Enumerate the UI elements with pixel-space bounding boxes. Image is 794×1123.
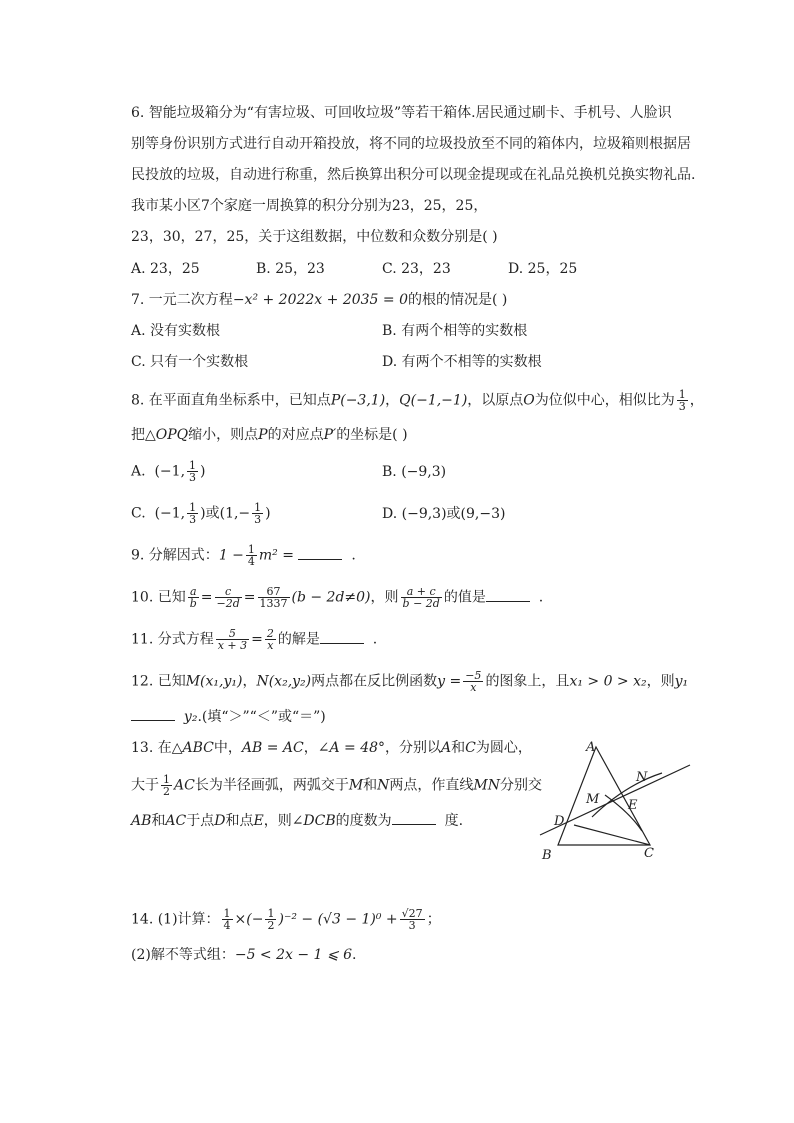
q13-l2-mid2: 两点，作直线 <box>389 777 474 794</box>
q7-equation: −x² + 2022x + 2035 = 0 <box>232 292 409 308</box>
q6-line-3: 民投放的垃圾，自动进行称重，然后换算出积分可以现金提现或在礼品兑换机兑换实物礼品. <box>131 167 696 183</box>
q13-point-m: M <box>348 777 364 794</box>
q9-end: . <box>351 547 356 564</box>
q10-f4-num: a + c <box>401 586 442 598</box>
q12-prefix: 12. 已知 <box>131 673 186 690</box>
q13-l3-suffix: 的度数为 <box>335 813 392 829</box>
q10-eq-2: = <box>243 589 256 606</box>
q8-l2-mid: 缩小，则点 <box>188 427 259 443</box>
q13-segment-ac: AC <box>174 777 195 794</box>
label-m: M <box>586 792 600 807</box>
q8-option-a-num: 1 <box>189 459 197 472</box>
q6-option-d: D. 25，25 <box>508 261 578 277</box>
q7-stem <box>131 290 507 310</box>
q10-f4-den: b − 2d <box>402 597 440 610</box>
segment-dc <box>574 825 650 845</box>
q14-fraction-sqrt27 <box>400 908 425 931</box>
q8-option-d: D. (−9,3)或(9,−3) <box>382 506 506 522</box>
q13-half-fraction <box>161 774 172 797</box>
q8-l2-prefix: 把△ <box>131 427 156 443</box>
q13-answer-blank[interactable] <box>392 810 436 825</box>
q6-line-5: 23，30，27，25，关于这组数据，中位数和众数分别是( ) <box>131 229 498 245</box>
q13-prefix: 13. 在△ <box>131 740 183 756</box>
q8-option-c-num1: 1 <box>189 501 197 514</box>
q12-stem-line-2 <box>131 706 326 727</box>
q12-mid3: ，则 <box>646 673 675 690</box>
q7-option-d: D. 有两个不相等的实数根 <box>382 354 542 370</box>
label-c: C <box>644 846 654 861</box>
q13-end: 为圆心， <box>475 740 532 756</box>
q13-l3-mid: 于点 <box>186 813 215 829</box>
q13-l3-and: 和 <box>151 813 166 829</box>
q14-f2-num: 1 <box>267 907 275 920</box>
q11-answer-blank[interactable] <box>320 629 364 644</box>
q11-stem <box>131 628 377 651</box>
label-d: D <box>554 814 565 829</box>
q14-part-2 <box>131 945 356 965</box>
q13-triangle-abc: ABC <box>182 740 214 756</box>
q9-num: 1 <box>247 543 255 556</box>
q8-l2-mid2: 的对应点 <box>267 427 324 443</box>
q9-fraction <box>246 544 257 567</box>
q8-stem-line-2 <box>131 425 408 445</box>
q13-angle-dcb: ∠DCB <box>291 813 336 829</box>
q7-suffix: 的根的情况是( ) <box>408 292 508 308</box>
q12-f-den: x <box>470 681 477 694</box>
q8-ratio-fraction <box>677 389 688 412</box>
q8-ratio-den: 3 <box>678 400 686 413</box>
q8-option-b: B. (−9,3) <box>382 464 447 480</box>
q8-option-a: A. (−1, $\frac{1}{3}$ ) <box>131 459 206 484</box>
q10-condition: (b − 2d≠0) <box>291 589 371 606</box>
q10-fraction-2 <box>215 586 242 609</box>
q7-option-c: C. 只有一个实数根 <box>131 354 249 370</box>
q8-option-c-fraction-1 <box>187 502 198 525</box>
q8-mid: ，以原点 <box>467 392 524 409</box>
q10-fraction-1 <box>188 586 199 609</box>
q13-mid: 中， <box>213 740 242 756</box>
q13-l3-end: 度. <box>444 813 464 829</box>
q8-origin: O <box>523 392 535 409</box>
q12-y-eq: y = <box>437 673 462 690</box>
label-n: N <box>636 770 648 785</box>
q14-term-1: ×(− <box>234 911 264 928</box>
q13-point-c: C <box>465 740 476 756</box>
q13-cond-1: AB = AC <box>241 740 304 756</box>
q10-f1-num: a <box>188 586 199 598</box>
q8-point-p: P(−3,1) <box>330 392 386 409</box>
q13-point-e: E <box>253 813 264 829</box>
q12-point-m: M(x₁,y₁) <box>185 673 243 690</box>
q8-l2-suffix: 的坐标是( ) <box>336 427 408 443</box>
q7-prefix: 7. 一元二次方程 <box>131 292 233 308</box>
q12-stem-line-1 <box>131 670 688 693</box>
q11-fraction-2 <box>265 628 276 651</box>
q11-prefix: 11. 分式方程 <box>131 631 214 648</box>
q13-stem-line-2 <box>131 774 542 797</box>
q10-fraction-3 <box>258 586 290 609</box>
q14-part1-prefix: 14. (1)计算： <box>131 911 220 928</box>
q9-den: 4 <box>247 555 255 568</box>
q14-f1-den: 4 <box>223 919 231 932</box>
q9-prefix: 9. 分解因式： <box>131 547 219 564</box>
q8-option-c-num2: 1 <box>254 501 262 514</box>
q13-half-num: 1 <box>163 773 170 786</box>
q14-f3-den: 3 <box>408 919 416 932</box>
q8-triangle-opq: OPQ <box>155 427 189 443</box>
q14-part1-end: ； <box>426 911 441 928</box>
q8-stem-line-1 <box>131 389 704 412</box>
q13-sep: ， <box>303 740 318 756</box>
q10-answer-blank[interactable] <box>486 587 530 602</box>
q13-point-a: A <box>441 740 452 756</box>
q10-f3-num: 67 <box>258 586 290 598</box>
q10-suffix: 的值是 <box>443 589 486 606</box>
q13-l3-and2: 和点 <box>225 813 254 829</box>
q13-l3-segment-ac: AC <box>165 813 187 829</box>
q14-f3-num: √27 <box>401 907 423 920</box>
label-e: E <box>628 798 638 813</box>
q8-option-c: C. (−1, $\frac{1}{3}$ )或(1,− $\frac{1}{3}$ ) <box>131 501 271 526</box>
q13-segment-ab: AB <box>131 813 152 829</box>
q13-and2: 和 <box>363 777 378 794</box>
q6-option-a: A. 23，25 <box>131 261 200 277</box>
q8-option-a-fraction <box>187 460 198 483</box>
q10-mid: ，则 <box>370 589 399 606</box>
q8-option-a-den: 3 <box>189 471 197 484</box>
q11-end: . <box>372 631 378 648</box>
q7-option-a: A. 没有实数根 <box>131 323 221 339</box>
q8-option-c-label: C. <box>131 505 146 522</box>
q10-f2-den: −2d <box>216 597 240 610</box>
q12-l2-suffix: .(填“＞”“＜”或“＝”) <box>197 709 326 725</box>
q14-f1-num: 1 <box>223 907 231 920</box>
q6-option-c: C. 23，23 <box>382 261 451 277</box>
q13-triangle-figure <box>530 735 700 865</box>
q13-cond-2: ∠A = 48° <box>317 740 386 756</box>
q6-line-2: 别等身份识别方式进行自动开箱投放，将不同的垃圾投放至不同的箱体内，垃圾箱则根据居 <box>131 136 691 152</box>
q12-answer-blank[interactable] <box>131 706 175 721</box>
q10-f1-den: b <box>189 597 197 610</box>
q10-f3-den: 1337 <box>259 597 288 610</box>
q13-suffix: ，分别以 <box>385 740 442 756</box>
q8-ratio-num: 1 <box>678 388 686 401</box>
q8-end: ， <box>689 392 704 409</box>
q8-option-c-fraction-2 <box>252 502 263 525</box>
q12-mid2: 的图象上，且 <box>485 673 570 690</box>
q12-inequality: x₁ > 0 > x₂ <box>569 673 647 690</box>
q12-point-n: N(x₂,y₂) <box>256 673 312 690</box>
q6-line-4: 我市某小区7个家庭一周换算的积分分别为23，25，25， <box>131 198 488 214</box>
q9-stem <box>131 544 356 567</box>
q13-l2-prefix: 大于 <box>131 777 159 794</box>
q7-option-b: B. 有两个相等的实数根 <box>382 323 528 339</box>
q11-suffix: 的解是 <box>277 631 320 648</box>
q14-part-1 <box>131 908 441 931</box>
q12-mid: 两点都在反比例函数 <box>311 673 438 690</box>
q14-part2-prefix: (2)解不等式组： <box>131 947 235 963</box>
q14-part2-end: . <box>352 947 357 963</box>
q11-eq: = <box>251 631 263 648</box>
q11-f1-num: 5 <box>216 628 249 640</box>
q14-term-2: )⁻² − (√3 − 1)⁰ + <box>278 911 398 928</box>
q8-prefix: 8. 在平面直角坐标系中，已知点 <box>131 392 331 409</box>
label-b: B <box>542 848 552 863</box>
q8-option-c-den1: 3 <box>189 513 197 526</box>
q6-line-1: 6. 智能垃圾箱分为“有害垃圾、可回收垃圾”等若干箱体.居民通过刷卡、手机号、人脸识 <box>131 105 672 121</box>
q8-option-a-text: (−1, <box>154 463 186 480</box>
q8-option-c-den2: 3 <box>254 513 262 526</box>
q13-half-den: 2 <box>163 785 170 798</box>
q11-f1-den: x + 3 <box>217 639 248 652</box>
q12-y1: y₁ <box>674 673 689 690</box>
q12-sep: ， <box>242 673 257 690</box>
q14-fraction-1-2 <box>265 908 276 931</box>
q10-prefix: 10. 已知 <box>131 589 186 606</box>
q8-point-p-prime: P′ <box>323 427 337 443</box>
q13-and: 和 <box>451 740 466 756</box>
q8-sep: ， <box>385 392 400 409</box>
q10-fraction-4 <box>401 586 442 609</box>
q12-y2: y₂ <box>183 709 198 725</box>
q13-l2-suffix: 分别交 <box>500 777 543 794</box>
q8-option-c-text-a: (−1, <box>154 505 186 522</box>
q8-option-a-label: A. <box>131 463 146 480</box>
q14-fraction-1-4 <box>222 908 233 931</box>
q12-f-num: −5 <box>465 669 482 682</box>
q11-f2-den: x <box>267 639 274 652</box>
q13-stem-line-1 <box>131 738 532 758</box>
q10-f2-num: c <box>215 586 242 598</box>
q13-l2-mid: 长为半径画弧，两弧交于 <box>194 777 349 794</box>
q13-stem-line-3 <box>131 810 463 831</box>
q8-option-c-or: )或(1,− <box>200 505 251 522</box>
q14-f2-den: 2 <box>267 919 275 932</box>
q8-point-p-ref: P <box>258 427 268 443</box>
q10-end: . <box>538 589 544 606</box>
q6-option-b: B. 25，23 <box>256 261 325 277</box>
triangle-abc-outline <box>558 747 650 845</box>
q13-l3-mid2: ，则 <box>263 813 292 829</box>
label-a: A <box>586 740 596 755</box>
q9-expr-b: m² = <box>258 547 294 564</box>
q14-part2-expression: −5 < 2x − 1 ⩽ 6 <box>234 947 352 963</box>
q11-fraction-1 <box>216 628 249 651</box>
q10-stem <box>131 586 543 609</box>
q13-point-d: D <box>214 813 226 829</box>
q8-suffix: 为位似中心，相似比为 <box>534 392 675 409</box>
q13-point-n: N <box>377 777 390 794</box>
q9-answer-blank[interactable] <box>298 545 342 560</box>
q8-point-q: Q(−1,−1) <box>399 392 468 409</box>
q13-line-mn: MN <box>473 777 501 794</box>
q12-fraction <box>463 670 483 693</box>
q10-eq-1: = <box>200 589 213 606</box>
q11-f2-num: 2 <box>266 627 274 640</box>
q9-expr-a: 1 − <box>218 547 244 564</box>
